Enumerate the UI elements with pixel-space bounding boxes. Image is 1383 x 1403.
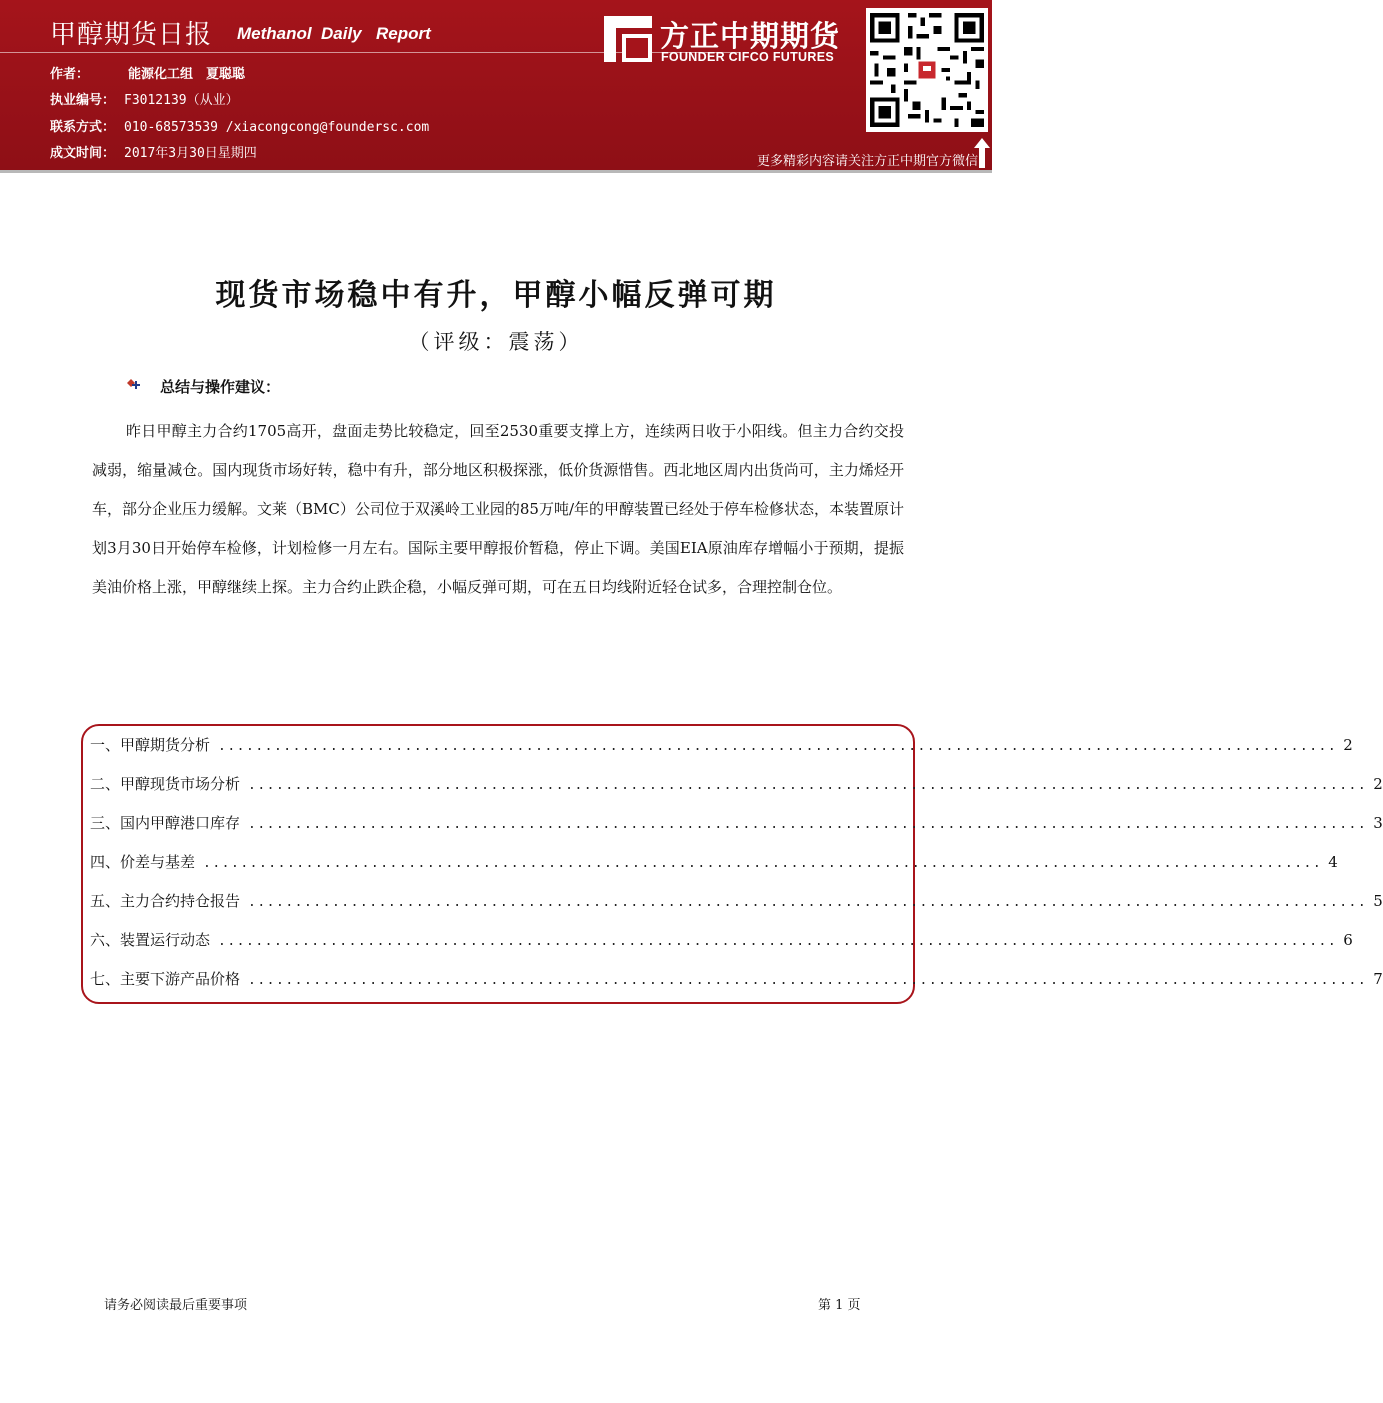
- meta-license-key: 执业编号：: [50, 93, 116, 108]
- header-banner: [0, 0, 992, 170]
- toc-item[interactable]: [90, 773, 1383, 797]
- toc-item-page: 5: [1373, 892, 1383, 910]
- toc-item-page: 2: [1343, 736, 1353, 754]
- meta-date: [50, 142, 257, 161]
- wechat-note: 更多精彩内容请关注方正中期官方微信: [756, 154, 978, 169]
- toc-item-page: 4: [1328, 853, 1338, 871]
- toc-item-label: 二、甲醇现货市场分析: [90, 775, 241, 793]
- logo-mark-icon: [604, 16, 652, 62]
- toc-item[interactable]: [90, 734, 1353, 758]
- section-heading: [126, 376, 280, 397]
- qr-code-icon: [866, 8, 988, 132]
- toc-item-label: 七、主要下游产品价格: [90, 970, 241, 988]
- toc-item-page: 2: [1373, 775, 1383, 793]
- toc-item[interactable]: [90, 812, 1383, 836]
- toc-leader-dots: ........................................................................................................................: [248, 778, 1368, 793]
- up-arrow-icon: [974, 138, 990, 168]
- logo-text-cn: 方正中期期货: [660, 19, 841, 53]
- toc-item[interactable]: [90, 968, 1383, 992]
- toc-leader-dots: ........................................................................................................................: [248, 817, 1368, 832]
- toc-item-page: 6: [1343, 931, 1353, 949]
- toc-leader-dots: ........................................................................................................................: [203, 856, 1323, 871]
- meta-contact-value: 010-68573539 /xiacongcong@foundersc.com: [124, 120, 430, 135]
- meta-author-value: 能源化工组 夏聪聪: [128, 67, 246, 82]
- toc-leader-dots: ........................................................................................................................: [218, 739, 1338, 754]
- toc-item-label: 一、甲醇期货分析: [90, 736, 211, 754]
- toc-item-page: 3: [1373, 814, 1383, 832]
- meta-author: [50, 63, 245, 82]
- toc-item[interactable]: [90, 851, 1338, 875]
- rating: （评级：震荡）: [408, 330, 584, 354]
- toc-leader-dots: ........................................................................................................................: [248, 973, 1368, 988]
- page-title: 现货市场稳中有升，甲醇小幅反弹可期: [215, 278, 777, 313]
- meta-date-key: 成文时间：: [50, 146, 116, 161]
- summary-paragraph: 昨日甲醇主力合约1705高开，盘面走势比较稳定，回至2530重要支撑上方，连续两日收于小阳线。但主力合约交投减弱，缩量减仓。国内现货市场好转，稳中有升，部分地区积极探涨，低价货源惜售。西北地区周内出货尚可，主力烯烃开车，部分企业压力缓解。文莱（BMC）公司位于双溪岭工业园的85万吨/年的甲醇装置已经处于停车检修状态，本装置原计划3月30日开始停车检修，计划检修一月左右。国际主要甲醇报价暂稳，停止下调。美国EIA原油库存增幅小于预期，提振美油价格上涨，甲醇继续上探。主力合约止跌企稳，小幅反弹可期，可在五日均线附近轻仓试多，合理控制仓位。: [92, 422, 905, 596]
- toc-leader-dots: ........................................................................................................................: [248, 895, 1368, 910]
- toc-item-label: 六、装置运行动态: [90, 931, 211, 949]
- report-title-en-2: Daily: [321, 24, 362, 43]
- header-divider: [0, 170, 992, 173]
- company-logo: [604, 14, 854, 66]
- meta-contact-key: 联系方式：: [50, 120, 116, 135]
- meta-license-value: F3012139（从业）: [124, 93, 239, 108]
- toc-item[interactable]: [90, 890, 1383, 914]
- meta-license: [50, 89, 239, 108]
- section-heading-text: 总结与操作建议：: [160, 378, 281, 396]
- report-title-en-3: Report: [376, 24, 431, 43]
- toc-item-label: 四、价差与基差: [90, 853, 196, 871]
- report-title-en-1: Methanol: [237, 24, 312, 43]
- footer-notice: 请务必阅读最后重要事项: [104, 1298, 248, 1313]
- toc-leader-dots: ........................................................................................................................: [218, 934, 1338, 949]
- toc-item-label: 五、主力合约持仓报告: [90, 892, 241, 910]
- page-number: 第 1 页: [818, 1298, 861, 1313]
- wechat-qr-code: [866, 8, 988, 132]
- meta-date-value: 2017年3月30日星期四: [124, 146, 257, 161]
- toc-item-page: 7: [1373, 970, 1383, 988]
- toc-item[interactable]: [90, 929, 1353, 953]
- meta-contact: [50, 116, 429, 135]
- logo-text-en: FOUNDER CIFCO FUTURES: [661, 50, 834, 64]
- meta-author-key: 作者：: [50, 67, 90, 82]
- toc-item-label: 三、国内甲醇港口库存: [90, 814, 241, 832]
- report-title: 甲醇期货日报: [50, 20, 213, 50]
